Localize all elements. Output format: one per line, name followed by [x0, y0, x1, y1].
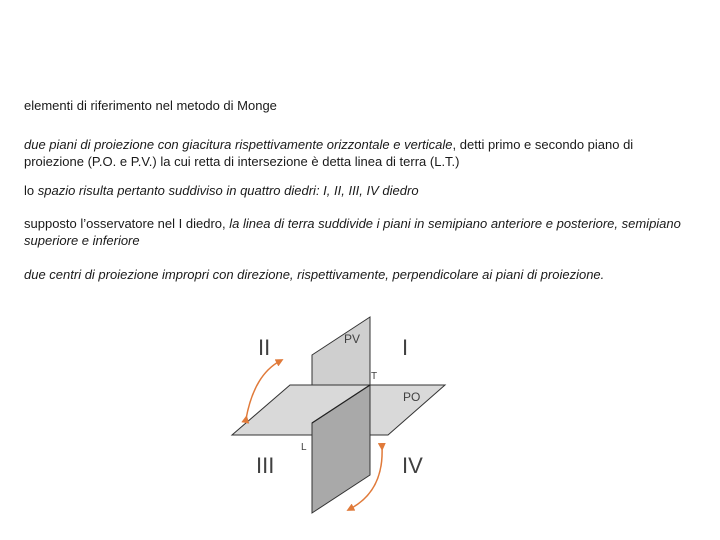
label-dihedral-3: III — [256, 453, 275, 478]
label-dihedral-2: II — [258, 335, 271, 360]
paragraph-projection-planes — [24, 136, 696, 170]
para2-italic: spazio risulta pertanto suddiviso in quattro diedri: I, II, III, IV diedro — [37, 183, 419, 198]
slide-heading — [24, 97, 696, 114]
para3-italic: la linea di terra suddivide i piani in semipiano anteriore e posteriore, semipiano superiore e inferiore — [24, 216, 681, 248]
label-l: L — [301, 442, 307, 453]
para3-normal: supposto l’osservatore nel I diedro, — [24, 216, 230, 231]
label-po: PO — [403, 390, 421, 404]
label-dihedral-1: I — [402, 335, 409, 360]
label-dihedral-4: IV — [402, 453, 423, 478]
label-pv: PV — [344, 332, 361, 346]
heading-text: elementi di riferimento nel metodo di Monge — [24, 98, 277, 113]
para4-italic: due centri di proiezione impropri con direzione, rispettivamente, perpendicolare ai piani di proiezione. — [24, 267, 605, 282]
para2-normal: lo — [24, 183, 38, 198]
para1-italic: due piani di proiezione con giacitura rispettivamente orizzontale e verticale — [24, 137, 453, 152]
label-t: T — [371, 371, 378, 382]
paragraph-observer — [24, 215, 696, 249]
paragraph-dihedrals — [24, 182, 696, 199]
para1-normal: , detti primo e secondo piano di proiezione (P.O. e P.V.) la cui retta di intersezione è detta linea di terra (L.T.) — [24, 137, 634, 169]
paragraph-projection-centers — [24, 266, 696, 283]
monge-diagram — [220, 315, 450, 540]
